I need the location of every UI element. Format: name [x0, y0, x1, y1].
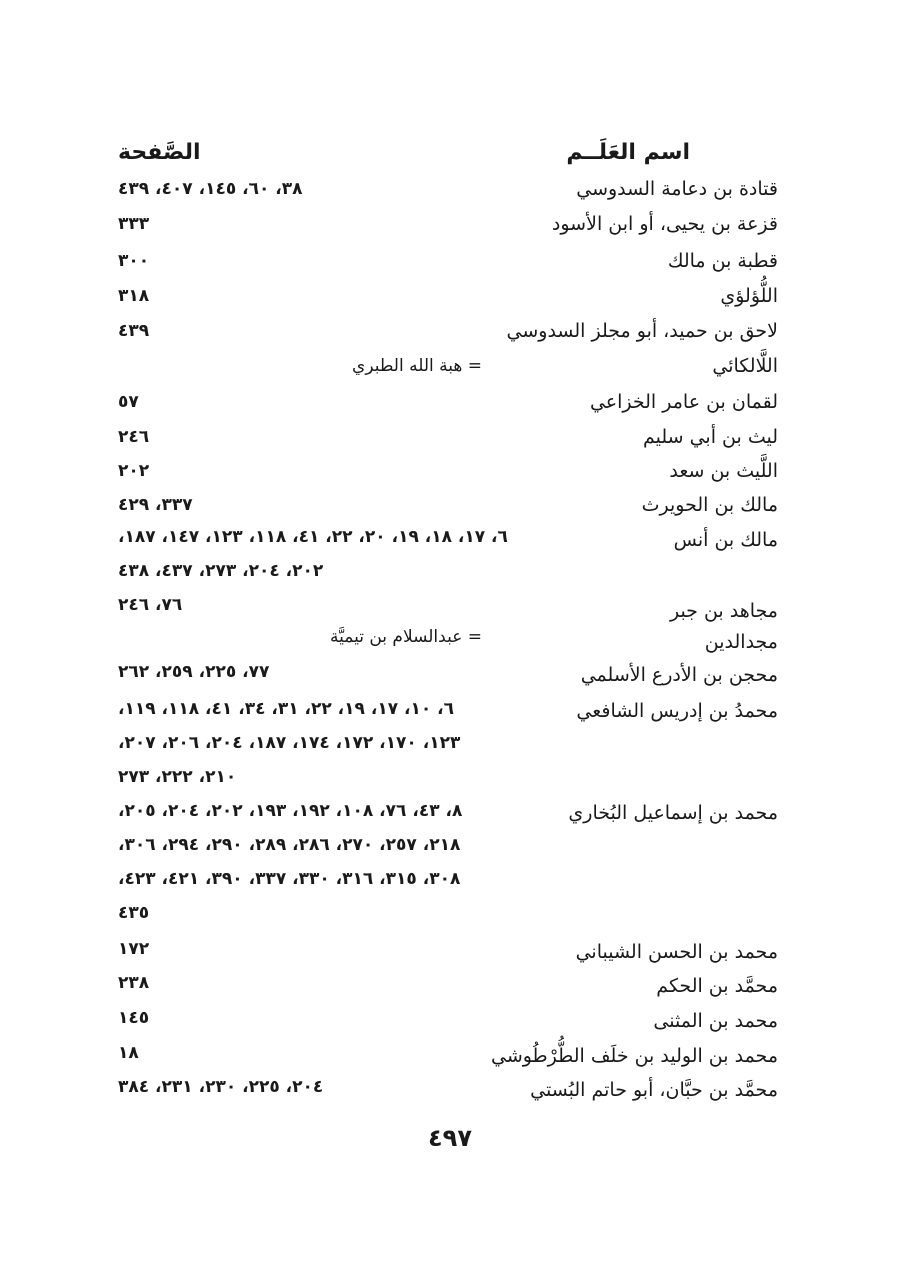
entry-pages: ٣٣٧، ٤٢٩: [118, 495, 193, 515]
entry-pages: ٣٠٨، ٣١٥، ٣١٦، ٣٣٠، ٣٣٧، ٣٩٠، ٤٢١، ٤٢٣،: [118, 869, 461, 889]
entry-pages: ٥٧: [118, 392, 139, 412]
entry-name: لقمان بن عامر الخزاعي: [589, 391, 778, 413]
entry-name: اللَّالكائي: [712, 355, 778, 377]
entry-name: محمدُ بن إدريس الشافعي: [576, 700, 778, 722]
entry-pages: ٦، ١٠، ١٧، ١٩، ٢٢، ٣١، ٣٤، ٤١، ١١٨، ١١٩،: [118, 699, 455, 719]
entry-pages: ٤٣٩: [118, 321, 150, 341]
entry-name: لاحق بن حميد، أبو مجلز السدوسي: [506, 320, 778, 342]
cross-reference: = عبدالسلام بن تيميَّة: [330, 627, 482, 647]
entry-pages: ٧٦، ٢٤٦: [118, 595, 183, 615]
entry-name: مجاهد بن جبر: [669, 600, 778, 622]
entry-pages: ٤٣٥: [118, 903, 150, 923]
entry-name: قتادة بن دعامة السدوسي: [576, 178, 778, 200]
entry-pages: ٢٤٦: [118, 427, 150, 447]
entry-pages: ٢٠٤، ٢٢٥، ٢٣٠، ٢٣١، ٣٨٤: [118, 1077, 324, 1097]
entry-name: محمد بن المثنى: [653, 1010, 778, 1032]
entry-name: محمَّد بن الحكم: [656, 975, 778, 997]
entry-pages: ١٤٥: [118, 1008, 150, 1028]
entry-pages: ١٧٢: [118, 939, 150, 959]
pages-column-header: الصَّفحة: [118, 140, 201, 165]
entry-pages: ٢١٠، ٢٢٢، ٢٧٣: [118, 767, 237, 787]
page-number: ٤٩٧: [428, 1124, 472, 1152]
entry-pages: ١٨: [118, 1043, 139, 1063]
entry-pages: ٣١٨: [118, 286, 150, 306]
cross-reference: = هبة الله الطبري: [352, 356, 482, 376]
entry-pages: ٢٣٨: [118, 973, 150, 993]
entry-pages: ١٢٣، ١٧٠، ١٧٢، ١٧٤، ١٨٧، ٢٠٤، ٢٠٦، ٢٠٧،: [118, 733, 461, 753]
entry-name: محمد بن الوليد بن خلَف الطُّرْطُوشي: [490, 1045, 778, 1067]
entry-name: محجن بن الأدرع الأسلمي: [580, 664, 778, 686]
entry-pages: ٢٠٢، ٢٠٤، ٢٧٣، ٤٣٧، ٤٣٨: [118, 561, 324, 581]
entry-pages: ٢٠٢: [118, 461, 150, 481]
entry-name: مالك بن الحويرث: [641, 494, 778, 516]
entry-pages: ٣٣٣: [118, 214, 150, 234]
entry-name: محمد بن إسماعيل البُخاري: [568, 802, 778, 824]
entry-name: ليث بن أبي سليم: [642, 426, 778, 448]
entry-pages: ٢١٨، ٢٥٧، ٢٧٠، ٢٨٦، ٢٨٩، ٢٩٠، ٢٩٤، ٣٠٦،: [118, 835, 461, 855]
entry-pages: ٨، ٤٣، ٧٦، ١٠٨، ١٩٢، ١٩٣، ٢٠٢، ٢٠٤، ٢٠٥،: [118, 801, 463, 821]
entry-pages: ٦، ١٧، ١٨، ١٩، ٢٠، ٢٢، ٤١، ١١٨، ١٢٣، ١٤٧، ١٨٧،: [118, 527, 508, 547]
entry-pages: ٣٠٠: [118, 251, 150, 271]
entry-pages: ٧٧، ٢٢٥، ٢٥٩، ٢٦٢: [118, 662, 270, 682]
entry-name: قطبة بن مالك: [667, 250, 778, 272]
entry-name: قزعة بن يحيى، أو ابن الأسود: [551, 213, 778, 235]
entry-name: محمد بن الحسن الشيباني: [575, 941, 778, 963]
entry-pages: ٣٨، ٦٠، ١٤٥، ٤٠٧، ٤٣٩: [118, 179, 303, 199]
entry-name: مجدالدين: [704, 631, 778, 653]
entry-name: محمَّد بن حبَّان، أبو حاتم البُستي: [530, 1079, 778, 1101]
entry-name: اللَّيث بن سعد: [669, 460, 778, 482]
entry-name: اللُّؤلؤي: [720, 285, 778, 307]
entry-name: مالك بن أنس: [673, 529, 778, 551]
name-column-header: اسم العَلَــم: [566, 140, 690, 165]
